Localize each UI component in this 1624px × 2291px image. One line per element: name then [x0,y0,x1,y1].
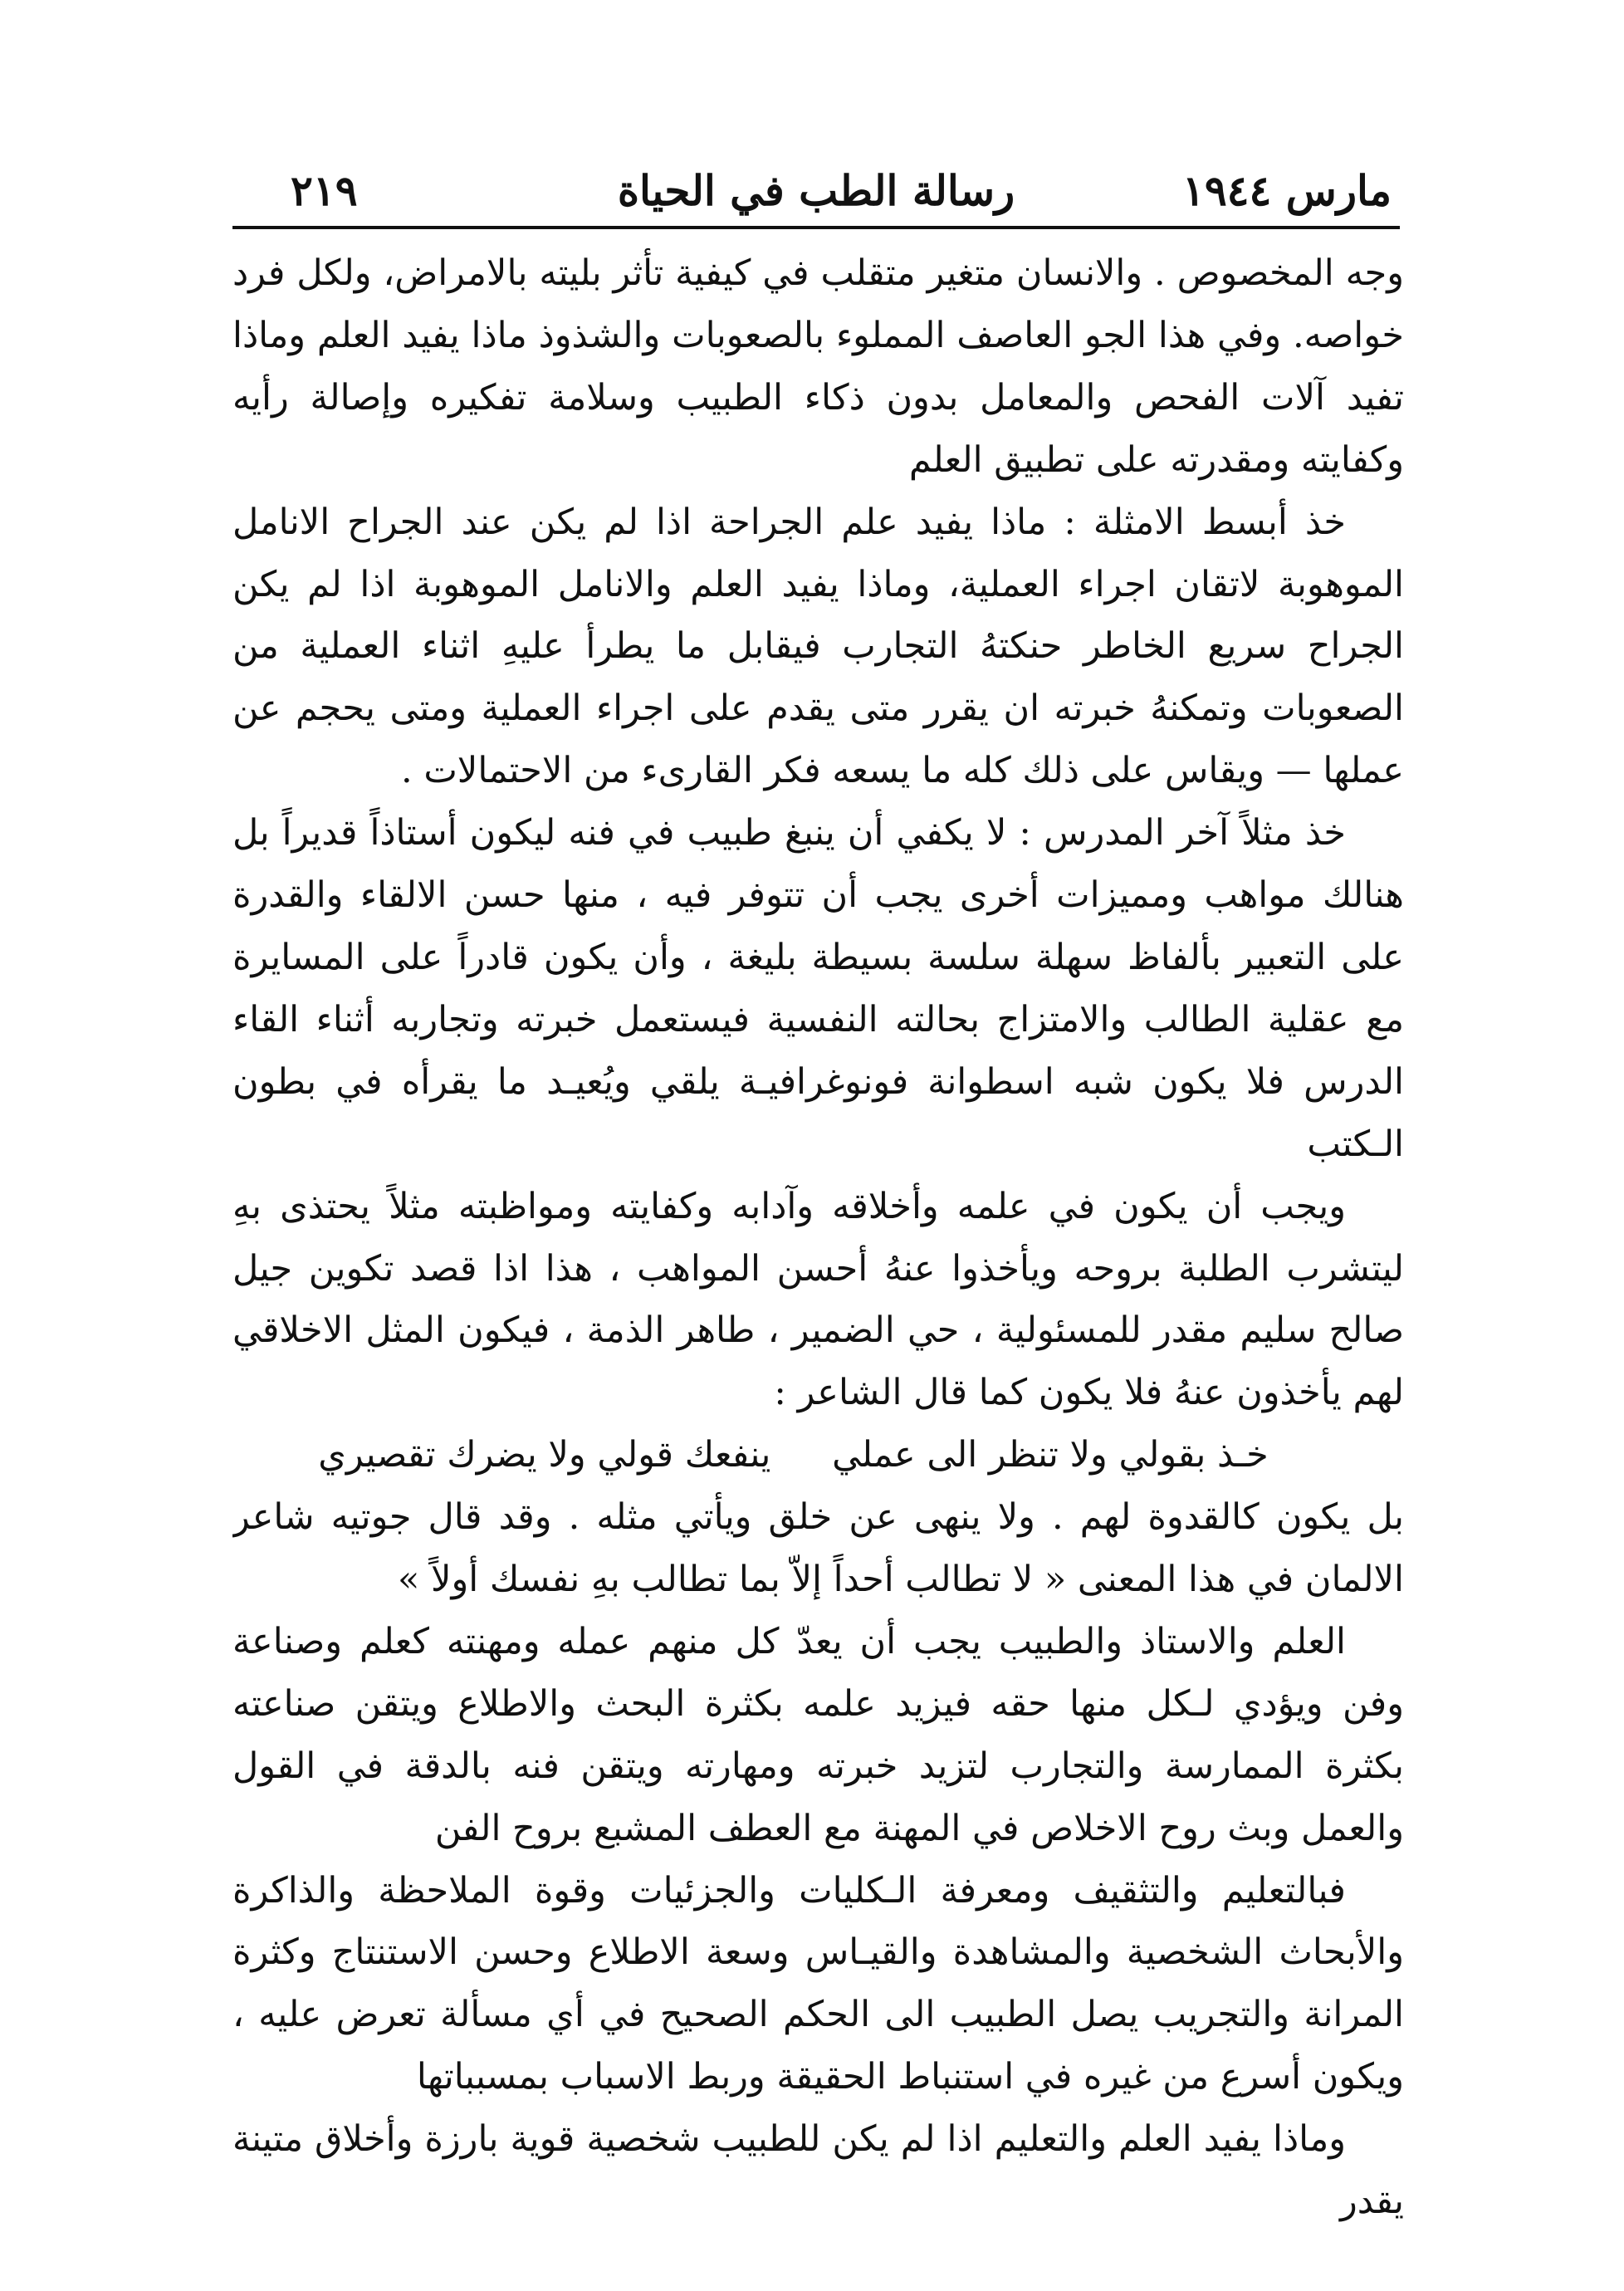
verse-second-hemistich: ينفعك قولي ولا يضرك تقصيري [318,1434,771,1476]
paragraph: وجه المخصوص . والانسان متغير متقلب في كيفية تأثر بليته بالامراض، ولكل فرد خواصه. وفي هذا الجو العاصف المملوء بالصعوبات والشذوذ ماذا يفيد العلم وماذا تفيد آلات الفحص والمعامل بدون ذكاء الطبيب وسلامة تفكيره وإصالة رأيه وكفايته ومقدرته على تطبيق العلم [232,252,1404,481]
poetry-verse [232,1424,1404,1486]
paragraph: العلم والاستاذ والطبيب يجب أن يعدّ كل منهم عمله ومهنته كعلم وصناعة وفن ويؤدي لـكل منها حقه فيزيد علمه بكثرة البحث والاطلاع ويتقن صناعته بكثرة الممارسة والتجارب لتزيد خبرته ومهارته ويتقن فنه بالدقة في القول والعمل وبث روح الاخلاص في المهنة مع العطف المشبع بروح الفن [232,1620,1404,1849]
article-body [232,242,1404,2235]
header-rule [232,226,1400,229]
paragraph: خذ أبسط الامثلة : ماذا يفيد علم الجراحة اذا لم يكن عند الجراح الانامل الموهوبة لاتقان اجراء العملية، وماذا يفيد العلم والانامل الموهوبة اذا لم يكن الجراح سريع الخاطر حنكتهُ التجارب فيقابل ما يطرأ عليهِ اثناء العملية من الصعوبات وتمكنهُ خبرته ان يقرر متى يقدم على اجراء العملية ومتى يحجم عن عملها — ويقاس على ذلك كله ما يسعه فكر القارىء من الاحتمالات . [232,501,1404,792]
paragraph: وماذا يفيد العلم والتعليم اذا لم يكن للطبيب شخصية قوية بارزة وأخلاق متينة يقدر [232,2118,1404,2223]
paragraph: فبالتعليم والتثقيف ومعرفة الـكليات والجزئيات وقوة الملاحظة والذاكرة والأبحاث الشخصية والمشاهدة والقيـاس وسعة الاطلاع وحسن الاستنتاج وكثرة المرانة والتجريب يصل الطبيب الى الحكم الصحيح في أي مسألة تعرض عليه ، ويكون أسرع من غيره في استنباط الحقيقة وربط الاسباب بمسبباتها [232,1869,1404,2098]
page-header [241,158,1392,224]
running-title: رسالة الطب في الحياة [617,166,1015,215]
paragraph: بل يكون كالقدوة لهم . ولا ينهى عن خلق ويأتي مثله . وقد قال جوتيه شاعر الالمان في هذا المعنى « لا تطالب أحداً إلاّ بما تطالب بهِ نفسك أولاً » [232,1496,1404,1601]
issue-date: مارس ١٩٤٤ [1181,166,1392,215]
verse-first-hemistich: خـذ بقولي ولا تنظر الى عملي [832,1434,1269,1476]
paragraph: خذ مثلاً آخر المدرس : لا يكفي أن ينبغ طبيب في فنه ليكون أستاذاً قديراً بل هنالك مواهب ومميزات أخرى يجب أن تتوفر فيه ، منها حسن الالقاء والقدرة على التعبير بألفاظ سهلة سلسة بسيطة بليغة ، وأن يكون قادراً على المسايرة مع عقلية الطالب والامتزاج بحالته النفسية فيستعمل خبرته وتجاربه أثناء القاء الدرس فلا يكون شبه اسطوانة فونوغرافيـة يلقي ويُعيـد ما يقرأه في بطون الـكتب [232,812,1404,1165]
paragraph: ويجب أن يكون في علمه وأخلاقه وآدابه وكفايته ومواظبته مثلاً يحتذى بهِ ليتشرب الطلبة بروحه ويأخذوا عنهُ أحسن المواهب ، هذا اذا قصد تكوين جيل صالح سليم مقدر للمسئولية ، حي الضمير ، طاهر الذمة ، فيكون المثل الاخلاقي لهم يأخذون عنهُ فلا يكون كما قال الشاعر : [232,1185,1404,1414]
page-number: ٢١٩ [291,166,358,215]
